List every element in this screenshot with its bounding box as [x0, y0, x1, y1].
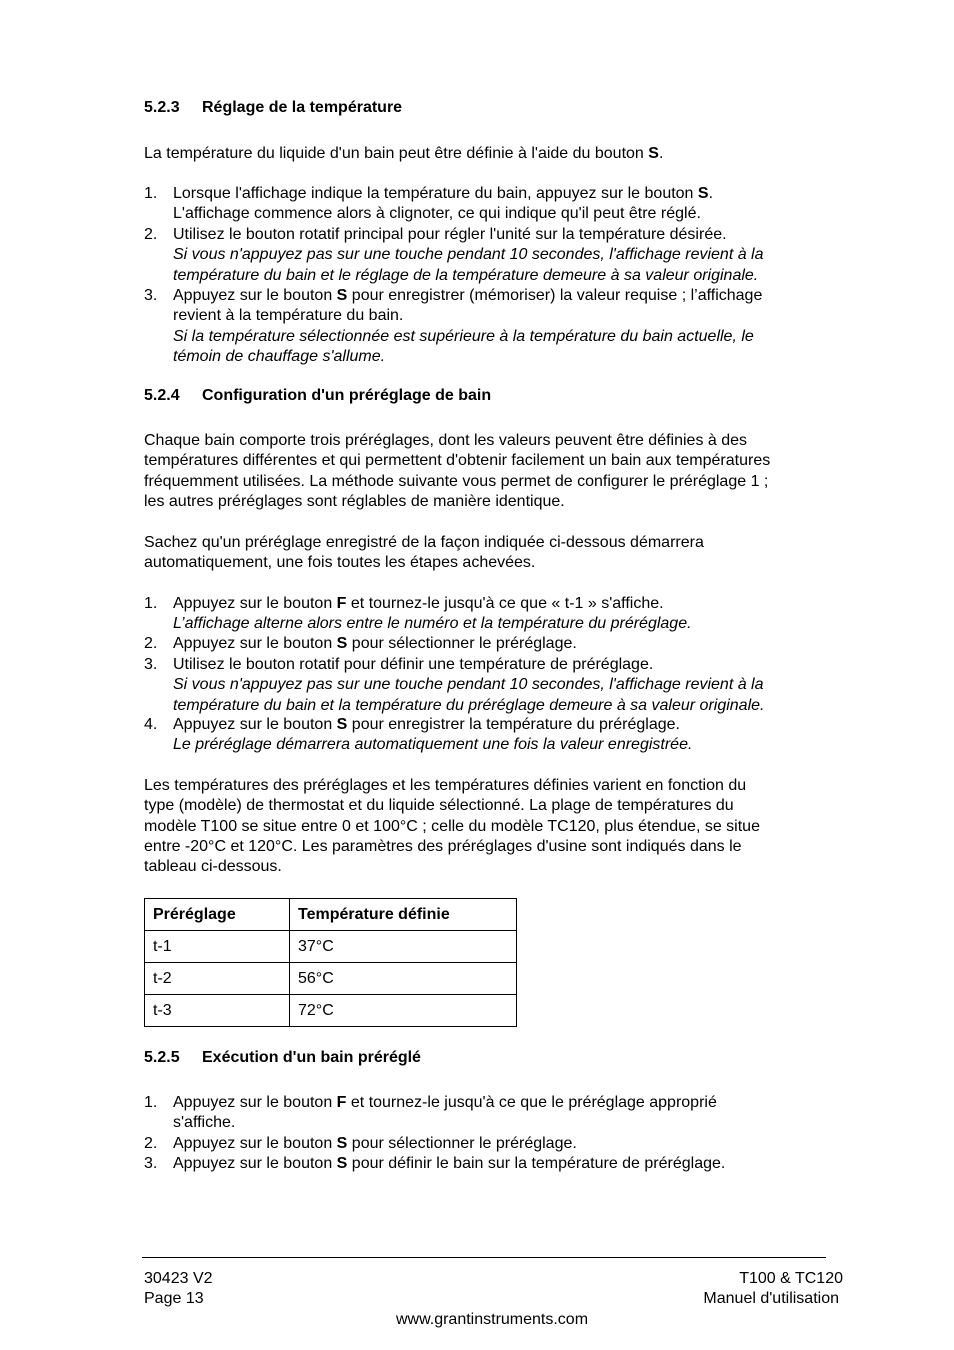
text: Lorsque l'affichage indique la température du bain, appuyez sur le bouton: [173, 185, 698, 202]
footer-website[interactable]: www.grantinstruments.com: [395, 1311, 589, 1328]
document-reference: 30423 V2: [144, 1270, 213, 1287]
note-text: Si la température sélectionnée est supérieure à la température du bain actuelle, le: [173, 327, 754, 345]
paragraph: [144, 431, 844, 512]
table-row: [145, 995, 517, 1027]
text: Les températures des préréglages et les températures définies varient en fonction du: [144, 777, 747, 794]
list-text: [173, 634, 843, 654]
text: pour sélectionner le préréglage.: [347, 1135, 577, 1152]
text: La température du liquide d'un bain peut être définie à l'aide du bouton: [144, 145, 649, 162]
footer-right: [703, 1269, 843, 1310]
list-text: [173, 286, 843, 367]
button-f-label: F: [336, 595, 347, 612]
button-f-label: F: [336, 1094, 347, 1111]
table-header-row: [145, 899, 517, 931]
text: Appuyez sur le bouton: [173, 1135, 337, 1152]
note-text: témoin de chauffage s'allume.: [173, 347, 386, 365]
list-number: 1.: [144, 1094, 158, 1111]
text: Appuyez sur le bouton: [173, 716, 337, 733]
section-heading-5-2-3: [144, 99, 402, 117]
list-text: [173, 184, 843, 225]
table-cell: 56°C: [290, 963, 517, 995]
table-cell: 72°C: [290, 995, 517, 1027]
text: automatiquement, une fois toutes les étapes achevées.: [144, 554, 536, 572]
note-text: température du bain et la température du préréglage demeure à sa valeur originale.: [173, 696, 765, 714]
list-text: [173, 715, 843, 756]
list-text: [173, 1154, 843, 1174]
text: et tournez-le jusqu'à ce que « t-1 » s'affiche.: [346, 595, 664, 612]
section-heading-5-2-5: [144, 1049, 421, 1067]
paragraph: [144, 533, 844, 574]
button-s-label: S: [336, 1155, 348, 1172]
table-cell: t-1: [145, 931, 290, 963]
list-number: 2.: [144, 635, 158, 652]
list-number: 3.: [144, 287, 158, 304]
table-header: Préréglage: [145, 899, 290, 931]
list-text: [173, 655, 843, 716]
button-s-label: S: [336, 1135, 348, 1152]
list-number: 2.: [144, 1135, 158, 1152]
text: tableau ci-dessous.: [144, 858, 282, 876]
table-row: [145, 963, 517, 995]
text: .: [658, 145, 664, 162]
table-header: Température définie: [290, 899, 517, 931]
section-title: Réglage de la température: [202, 99, 403, 116]
text: Appuyez sur le bouton: [173, 1155, 337, 1172]
text: Appuyez sur le bouton: [173, 595, 337, 612]
text: les autres préréglages sont réglables de manière identique.: [144, 492, 565, 510]
note-text: Le préréglage démarrera automatiquement une fois la valeur enregistrée.: [173, 736, 693, 754]
text: fréquemment utilisées. La méthode suivante vous permet de configurer le préréglage 1 ;: [144, 472, 769, 490]
text: Sachez qu'un préréglage enregistré de la façon indiquée ci-dessous démarrera: [144, 534, 704, 551]
text: Chaque bain comporte trois préréglages, dont les valeurs peuvent être définies à des: [144, 432, 748, 449]
intro-paragraph: [144, 144, 844, 164]
text: pour enregistrer la température du préréglage.: [347, 716, 680, 733]
paragraph: [144, 776, 844, 877]
text: entre -20°C et 120°C. Les paramètres des préréglages d'usine sont indiqués dans le: [144, 837, 742, 855]
list-text: [173, 225, 843, 286]
button-s-label: S: [336, 716, 348, 733]
text: Utilisez le bouton rotatif principal pour régler l'unité sur la température désirée.: [173, 226, 727, 243]
section-heading-5-2-4: [144, 387, 491, 405]
section-title: Configuration d'un préréglage de bain: [202, 387, 492, 404]
text: pour enregistrer (mémoriser) la valeur requise ; l’affichage: [347, 287, 763, 304]
text: pour définir le bain sur la température de préréglage.: [347, 1155, 726, 1172]
list-number: 1.: [144, 595, 158, 612]
section-number: 5.2.3: [144, 99, 180, 116]
note-text: Si vous n'appuyez pas sur une touche pendant 10 secondes, l'affichage revient à la: [173, 676, 764, 694]
text: L'affichage commence alors à clignoter, ce qui indique qu'il peut être réglé.: [173, 205, 701, 223]
note-text: Si vous n'appuyez pas sur une touche pendant 10 secondes, l'affichage revient à la: [173, 246, 764, 264]
footer-left: [144, 1269, 213, 1310]
button-s-label: S: [336, 287, 348, 304]
text: modèle T100 se situe entre 0 et 100°C ; celle du modèle TC120, plus étendue, se situe: [144, 817, 760, 835]
text: Utilisez le bouton rotatif pour définir une température de préréglage.: [173, 656, 654, 673]
text: s'affiche.: [173, 1114, 236, 1132]
manual-title: Manuel d'utilisation: [703, 1290, 839, 1308]
text: températures différentes et qui permettent d'obtenir facilement un bain aux températures: [144, 452, 771, 470]
table-cell: t-3: [145, 995, 290, 1027]
section-number: 5.2.5: [144, 1049, 180, 1066]
text: et tournez-le jusqu'à ce que le préréglage approprié: [346, 1094, 717, 1111]
list-number: 4.: [144, 716, 158, 733]
note-text: L’affichage alterne alors entre le numéro et la température du préréglage.: [173, 615, 692, 633]
footer-divider: [142, 1257, 826, 1258]
list-text: [173, 594, 843, 635]
preset-table: [144, 898, 517, 1027]
table-row: [145, 931, 517, 963]
list-number: 3.: [144, 1155, 158, 1172]
table-cell: 37°C: [290, 931, 517, 963]
text: type (modèle) de thermostat et du liquide sélectionné. La plage de températures du: [144, 797, 734, 815]
button-s-label: S: [697, 185, 709, 202]
text: Appuyez sur le bouton: [173, 287, 337, 304]
text: Appuyez sur le bouton: [173, 1094, 337, 1111]
list-text: [173, 1134, 843, 1154]
text: pour sélectionner le préréglage.: [347, 635, 577, 652]
text: Appuyez sur le bouton: [173, 635, 337, 652]
text: revient à la température du bain.: [173, 307, 404, 325]
section-title: Exécution d'un bain préréglé: [202, 1049, 421, 1066]
list-number: 3.: [144, 656, 158, 673]
list-number: 1.: [144, 185, 158, 202]
note-text: température du bain et le réglage de la température demeure à sa valeur originale.: [173, 266, 759, 284]
product-name: T100 & TC120: [739, 1270, 843, 1287]
text: .: [708, 185, 714, 202]
list-text: [173, 1093, 843, 1134]
section-number: 5.2.4: [144, 387, 180, 404]
table-cell: t-2: [145, 963, 290, 995]
list-number: 2.: [144, 226, 158, 243]
button-s-label: S: [648, 145, 659, 162]
page-number: Page 13: [144, 1290, 204, 1308]
button-s-label: S: [336, 635, 348, 652]
